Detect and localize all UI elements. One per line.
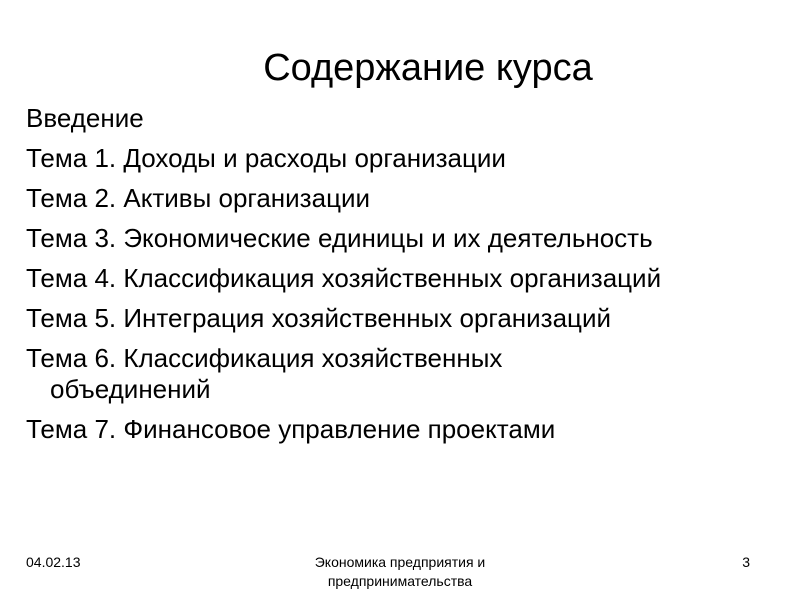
list-item: Тема 3. Экономические единицы и их деятельность: [26, 223, 653, 253]
slide-title: Содержание курса: [263, 47, 593, 89]
list-item: Тема 7. Финансовое управление проектами: [26, 414, 556, 444]
footer-course-name: [250, 553, 550, 591]
footer-course-name-line2: предпринимательства: [327, 573, 473, 589]
list-item: Тема 4. Классификация хозяйственных организаций: [26, 263, 662, 293]
list-item: Тема 6. Классификация хозяйственных объединений: [26, 343, 503, 404]
list-item: Тема 5. Интеграция хозяйственных организаций: [26, 303, 611, 333]
page-number: 3: [742, 554, 750, 570]
list-item: Тема 2. Активы организации: [26, 183, 371, 213]
content-list: [26, 103, 794, 454]
footer-date: 04.02.13: [26, 554, 81, 570]
list-item: Введение: [26, 103, 144, 133]
footer-course-name-line1: Экономика предприятия и: [314, 554, 486, 570]
list-item: Тема 1. Доходы и расходы организации: [26, 143, 506, 173]
